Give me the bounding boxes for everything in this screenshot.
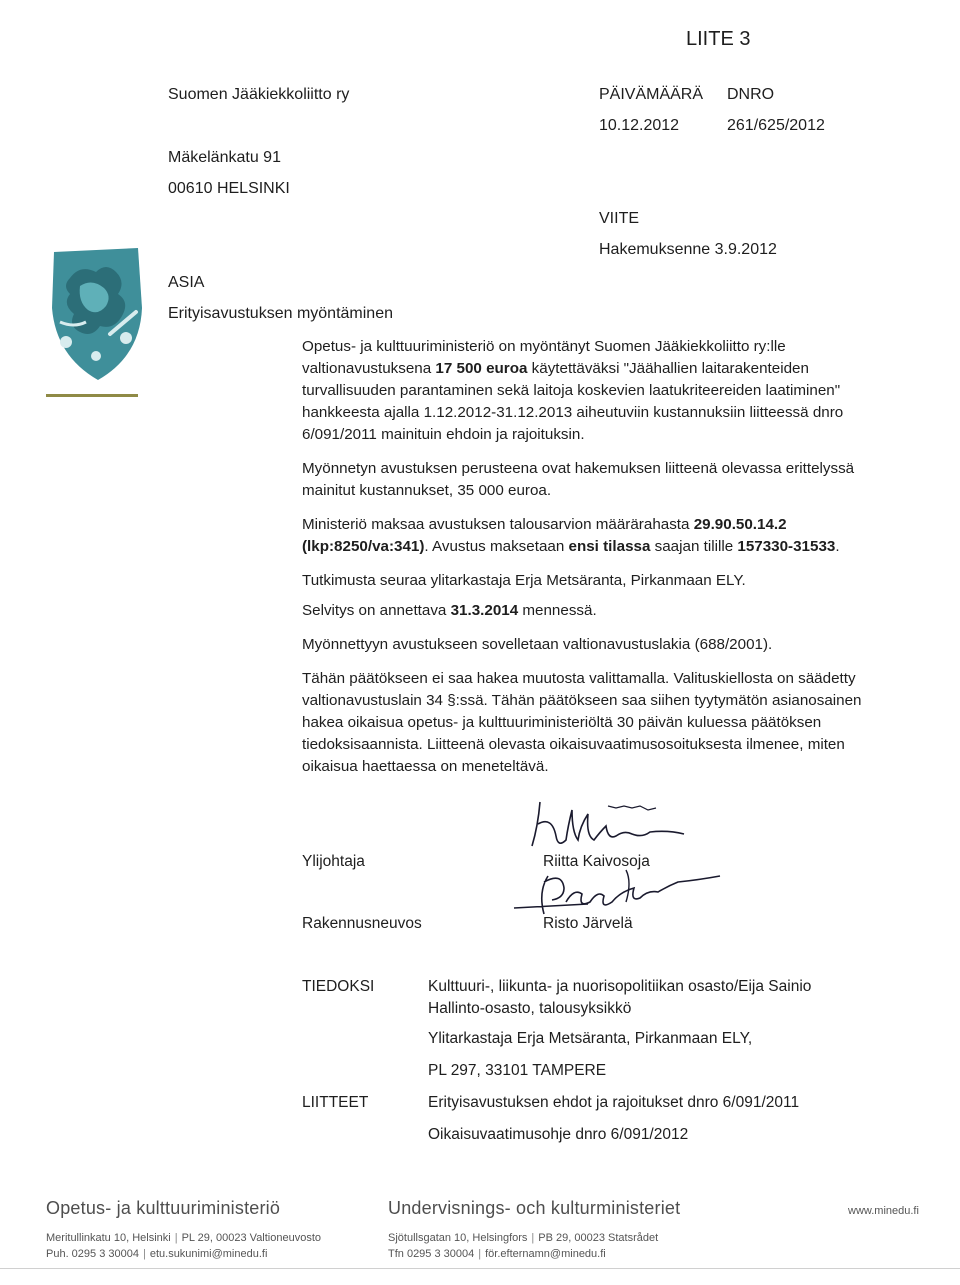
footer-email-fi[interactable]: etu.sukunimi@minedu.fi: [149, 1248, 268, 1260]
grant-amount: 17 500 euroa: [435, 360, 528, 377]
sender-postal: 00610 HELSINKI: [168, 180, 290, 197]
paragraph-supervisor: Tutkimusta seuraa ylitarkastaja Erja Metsäranta, Pirkanmaan ELY.: [302, 572, 746, 589]
paragraph-basis: Myönnetyn avustuksen perusteena ovat hakemuksen liitteenä olevassa erittelyssä mainitut kustannukset, 35 000 euroa.: [302, 460, 855, 499]
tiedoksi-line: Hallinto-osasto, talousyksikkö: [428, 1000, 632, 1017]
subject-value: Erityisavustuksen myöntäminen: [168, 305, 393, 322]
footer-divider: [0, 1268, 960, 1269]
paragraph-payment: Ministeriö maksaa avustuksen talousarvion määrärahasta 29.90.50.14.2 (lkp:8250/va:341). Avustus maksetaan ensi tilassa saajan tilille 157330-31533.: [302, 516, 840, 555]
footer-address-fi: Meritullinkatu 10, Helsinki | PL 29, 00023 Valtioneuvosto: [46, 1232, 322, 1244]
footer-email-sv[interactable]: för.efternamn@minedu.fi: [485, 1248, 606, 1260]
signer-name-2: Risto Järvelä: [543, 915, 633, 932]
sender-street: Mäkelänkatu 91: [168, 149, 281, 166]
tiedoksi-label: TIEDOKSI: [302, 978, 375, 995]
footer-website-link[interactable]: www.minedu.fi: [848, 1205, 919, 1217]
footer-contact-sv: Tfn 0295 3 30004 | för.efternamn@minedu.fi: [388, 1248, 606, 1260]
emblem-divider: [46, 394, 138, 397]
subject-label: ASIA: [168, 274, 205, 291]
liitteet-line: Oikaisuvaatimusohje dnro 6/091/2012: [428, 1126, 689, 1143]
payment-timing: ensi tilassa: [568, 538, 651, 555]
sender-name: Suomen Jääkiekkoliitto ry: [168, 86, 350, 103]
footer-address-sv: Sjötullsgatan 10, Helsingfors | PB 29, 00023 Statsrådet: [388, 1232, 659, 1244]
signature-jarvela: [508, 862, 738, 922]
account-number: 157330-31533: [737, 538, 836, 555]
dnro-value: 261/625/2012: [727, 117, 825, 134]
signer-title-1: Ylijohtaja: [302, 853, 365, 870]
tiedoksi-line: Kulttuuri-, liikunta- ja nuorisopolitiikan osasto/Eija Sainio: [428, 978, 812, 995]
paragraph-report-deadline: Selvitys on annettava 31.3.2014 mennessä.: [302, 602, 597, 619]
liitteet-label: LIITTEET: [302, 1094, 369, 1111]
reference-value: Hakemuksenne 3.9.2012: [599, 241, 777, 258]
reference-label: VIITE: [599, 210, 640, 227]
report-deadline: 31.3.2014: [450, 602, 519, 619]
paragraph-grant: Opetus- ja kulttuuriministeriö on myöntänyt Suomen Jääkiekkoliitto ry:lle valtionavustuksena 17 500 euroa käytettäväksi "Jäähallien laitarakenteiden turvallisuuden parantaminen sekä laitoja koskevien laatukriteereiden laatiminen" hankkeesta ajalla 1.12.2012-31.12.2013 aiheutuviin kustannuksiin liitteessä dnro 6/091/2011 mainituin ehdoin ja rajoituksin.: [302, 338, 844, 443]
coat-of-arms-emblem: [40, 238, 152, 388]
footer-ministry-sv: Undervisnings- och kulturministeriet: [388, 1198, 681, 1218]
footer-contact-fi: Puh. 0295 3 30004 | etu.sukunimi@minedu.fi: [46, 1248, 268, 1260]
tiedoksi-line: Ylitarkastaja Erja Metsäranta, Pirkanmaan ELY,: [428, 1030, 753, 1047]
liitteet-line: Erityisavustuksen ehdot ja rajoitukset dnro 6/091/2011: [428, 1094, 800, 1111]
tiedoksi-line: PL 297, 33101 TAMPERE: [428, 1062, 607, 1079]
date-value: 10.12.2012: [599, 117, 680, 134]
dnro-label: DNRO: [727, 86, 775, 103]
budget-item: 29.90.50.14.2 (lkp:8250/va:341): [302, 516, 787, 555]
footer-ministry-fi: Opetus- ja kulttuuriministeriö: [46, 1198, 281, 1218]
signer-name-1: Riitta Kaivosoja: [543, 853, 650, 870]
letter-body: [302, 336, 862, 790]
date-label: PÄIVÄMÄÄRÄ: [599, 86, 704, 103]
attachment-label: LIITE 3: [686, 28, 751, 50]
paragraph-appeal: Tähän päätökseen ei saa hakea muutosta valittamalla. Valituskiellosta on säädetty valtionavustuslain 34 §:ssä. Tähän päätökseen saa siihen tyytymätön asianosainen hakea oikaisua opetus- ja kulttuuriministeriöltä 30 päivän kuluessa päätöksen tiedoksisaannista. Liitteenä olevasta oikaisuvaatimusosoituksesta ilmenee, miten oikaisua haettaessa on meneteltävä.: [302, 670, 862, 775]
signer-title-2: Rakennusneuvos: [302, 915, 422, 932]
paragraph-law: Myönnettyyn avustukseen sovelletaan valtionavustuslakia (688/2001).: [302, 636, 773, 653]
